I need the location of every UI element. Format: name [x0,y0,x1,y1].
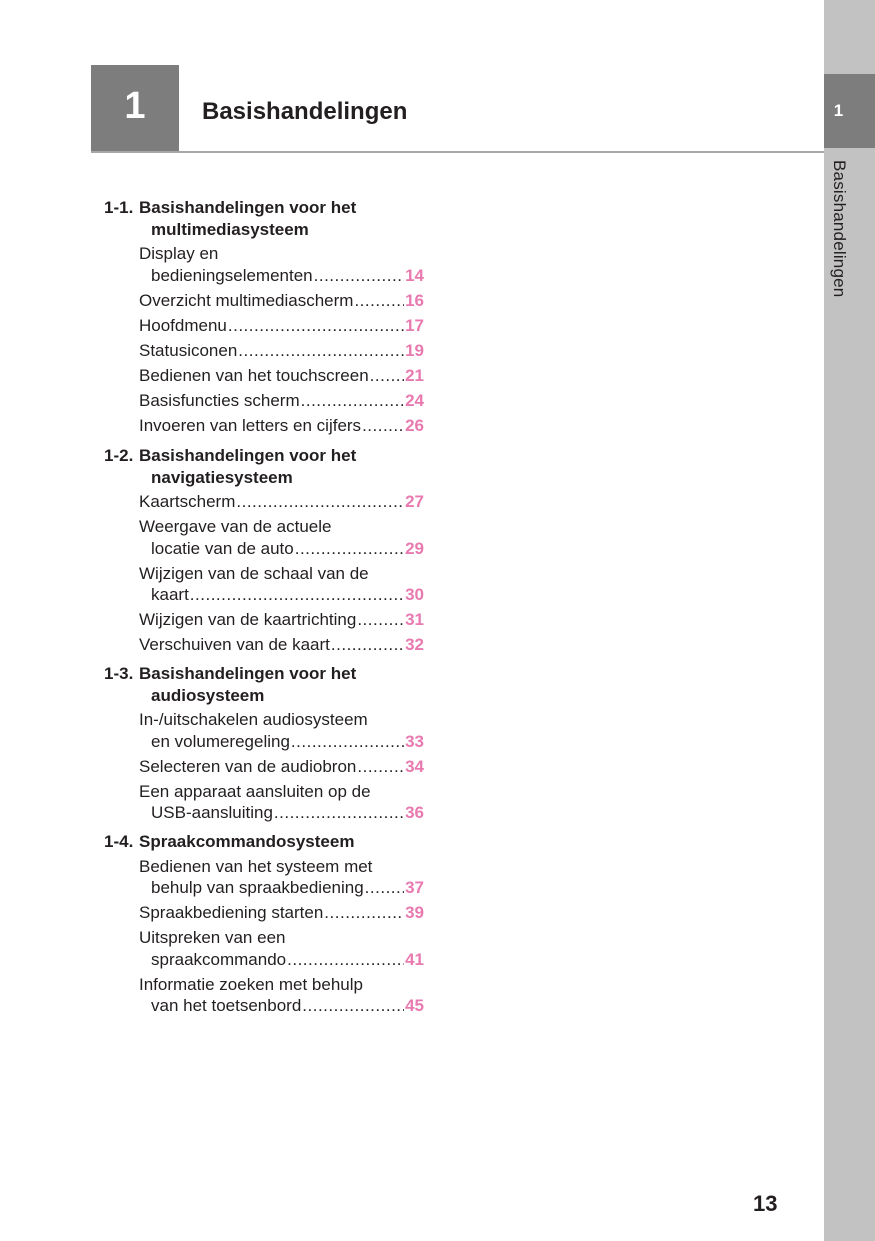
toc-page-link[interactable]: 29 [405,538,424,558]
toc-page-link[interactable]: 14 [405,265,424,285]
toc-entry-text: spraakcommando [151,949,287,969]
leader-dots [295,539,404,559]
toc-entry-text: en volumeregeling [151,731,290,751]
toc-page-link[interactable]: 34 [405,756,424,776]
toc-page-link[interactable]: 27 [405,492,424,511]
section-title-line: Basishandelingen voor het [139,446,357,465]
toc-entry-text: Invoeren van letters en cijfers [139,415,362,435]
toc-entry-text: Een apparaat aansluiten op de [139,781,371,801]
section-title-line: Basishandelingen voor het [139,198,357,217]
toc-entry-text: Statusiconen [139,340,238,360]
toc-entry-text: Display en [139,244,219,263]
side-chapter-tab[interactable]: 1 [824,74,875,148]
leader-dots [228,316,404,336]
toc-entry-row [151,996,424,1016]
leader-dots [291,732,404,752]
toc-entry-row [139,757,424,777]
toc-entry-row [139,610,424,630]
toc-entry-row [139,416,424,436]
toc-page-link[interactable]: 37 [405,878,424,897]
toc-entry-text: Verschuiven van de kaart [139,635,330,654]
page-number: 13 [753,1191,778,1216]
toc-entry-row [151,950,424,970]
toc-entry-text: Kaartscherm [139,492,236,511]
toc-page-link[interactable]: 21 [405,365,424,385]
toc-entry-text: Wijzigen van de schaal van de [139,563,369,583]
toc-page-link[interactable]: 32 [405,635,424,654]
leader-dots [190,585,404,605]
toc-entry-text: Selecteren van de audiobron [139,756,357,776]
toc-entry-text: In-/uitschakelen audiosysteem [139,710,368,729]
toc-entry-text: van het toetsenbord [151,996,302,1015]
leader-dots [301,391,404,411]
chapter-number-box: 1 [91,65,179,152]
section-number: 1-3. [104,664,134,683]
toc-entry-row [151,585,424,605]
toc-page-link[interactable]: 26 [405,415,424,435]
section-title-line: Basishandelingen voor het [139,664,357,683]
toc-page-link[interactable]: 36 [405,803,424,822]
leader-dots [287,950,404,970]
side-chapter-label: Basishandelingen [830,160,849,298]
toc-entry-text: Hoofdmenu [139,315,227,335]
toc-entry-row [139,635,424,655]
toc-entry-text: kaart [151,585,189,604]
section-title-line: multimediasysteem [151,219,309,239]
toc-page-link[interactable]: 45 [405,996,424,1015]
toc-entry-row [139,366,424,386]
toc-entry-row [151,266,424,286]
toc-entry-text: Bedienen van het systeem met [139,856,373,876]
toc-entry-text: USB-aansluiting [151,803,273,822]
toc-entry-text: behulp van spraakbediening [151,878,364,897]
toc-entry-row [151,539,424,559]
toc-page-link[interactable]: 39 [405,903,424,922]
toc-entry-text: locatie van de auto [151,538,294,558]
toc-entry-text: Overzicht multimediascherm [139,290,354,310]
toc-entry-text: Wijzigen van de kaartrichting [139,610,357,629]
section-number: 1-1. [104,198,134,217]
toc-entry-row [139,341,424,361]
toc-entry-text: bedieningselementen [151,265,313,285]
leader-dots [357,610,404,630]
leader-dots [274,803,404,823]
toc-entry-text: Informatie zoeken met behulp [139,974,363,994]
toc-page-link[interactable]: 33 [405,731,424,751]
leader-dots [357,757,404,777]
toc-entry-text: Weergave van de actuele [139,517,332,536]
leader-dots [362,416,404,436]
toc-entry-row [139,291,424,311]
leader-dots [354,291,404,311]
toc-page-link[interactable]: 17 [405,315,424,335]
leader-dots [238,341,404,361]
section-number: 1-4. [104,832,134,851]
leader-dots [365,878,404,898]
toc-entry-text: Spraakbediening starten [139,903,324,922]
leader-dots [331,635,404,655]
toc-entry-row [139,492,424,512]
leader-dots [370,366,404,386]
toc-entry-text: Basisfuncties scherm [139,390,300,410]
toc-page-link[interactable]: 19 [405,340,424,360]
toc-entry-text: Bedienen van het touchscreen [139,365,369,385]
leader-dots [314,266,404,286]
toc-entry-row [151,803,424,823]
chapter-title: Basishandelingen [202,98,408,125]
leader-dots [324,903,404,923]
leader-dots [236,492,404,512]
toc-entry-row [139,903,424,923]
leader-dots [302,996,404,1016]
toc-entry-row [139,391,424,411]
header-divider [91,151,824,153]
toc-page-link[interactable]: 24 [405,390,424,410]
section-number: 1-2. [104,446,134,465]
toc-page-link[interactable]: 30 [405,585,424,604]
section-title-line: audiosysteem [151,685,265,705]
section-title-line: Spraakcommandosysteem [139,832,355,851]
toc-entry-text: Uitspreken van een [139,928,286,947]
toc-entry-row [151,878,424,898]
toc-entry-row [151,732,424,752]
toc-page-link[interactable]: 31 [405,610,424,629]
toc-page-link[interactable]: 16 [405,290,424,310]
toc-entry-row [139,316,424,336]
toc-page-link[interactable]: 41 [405,949,424,969]
section-title-line: navigatiesysteem [151,467,293,487]
